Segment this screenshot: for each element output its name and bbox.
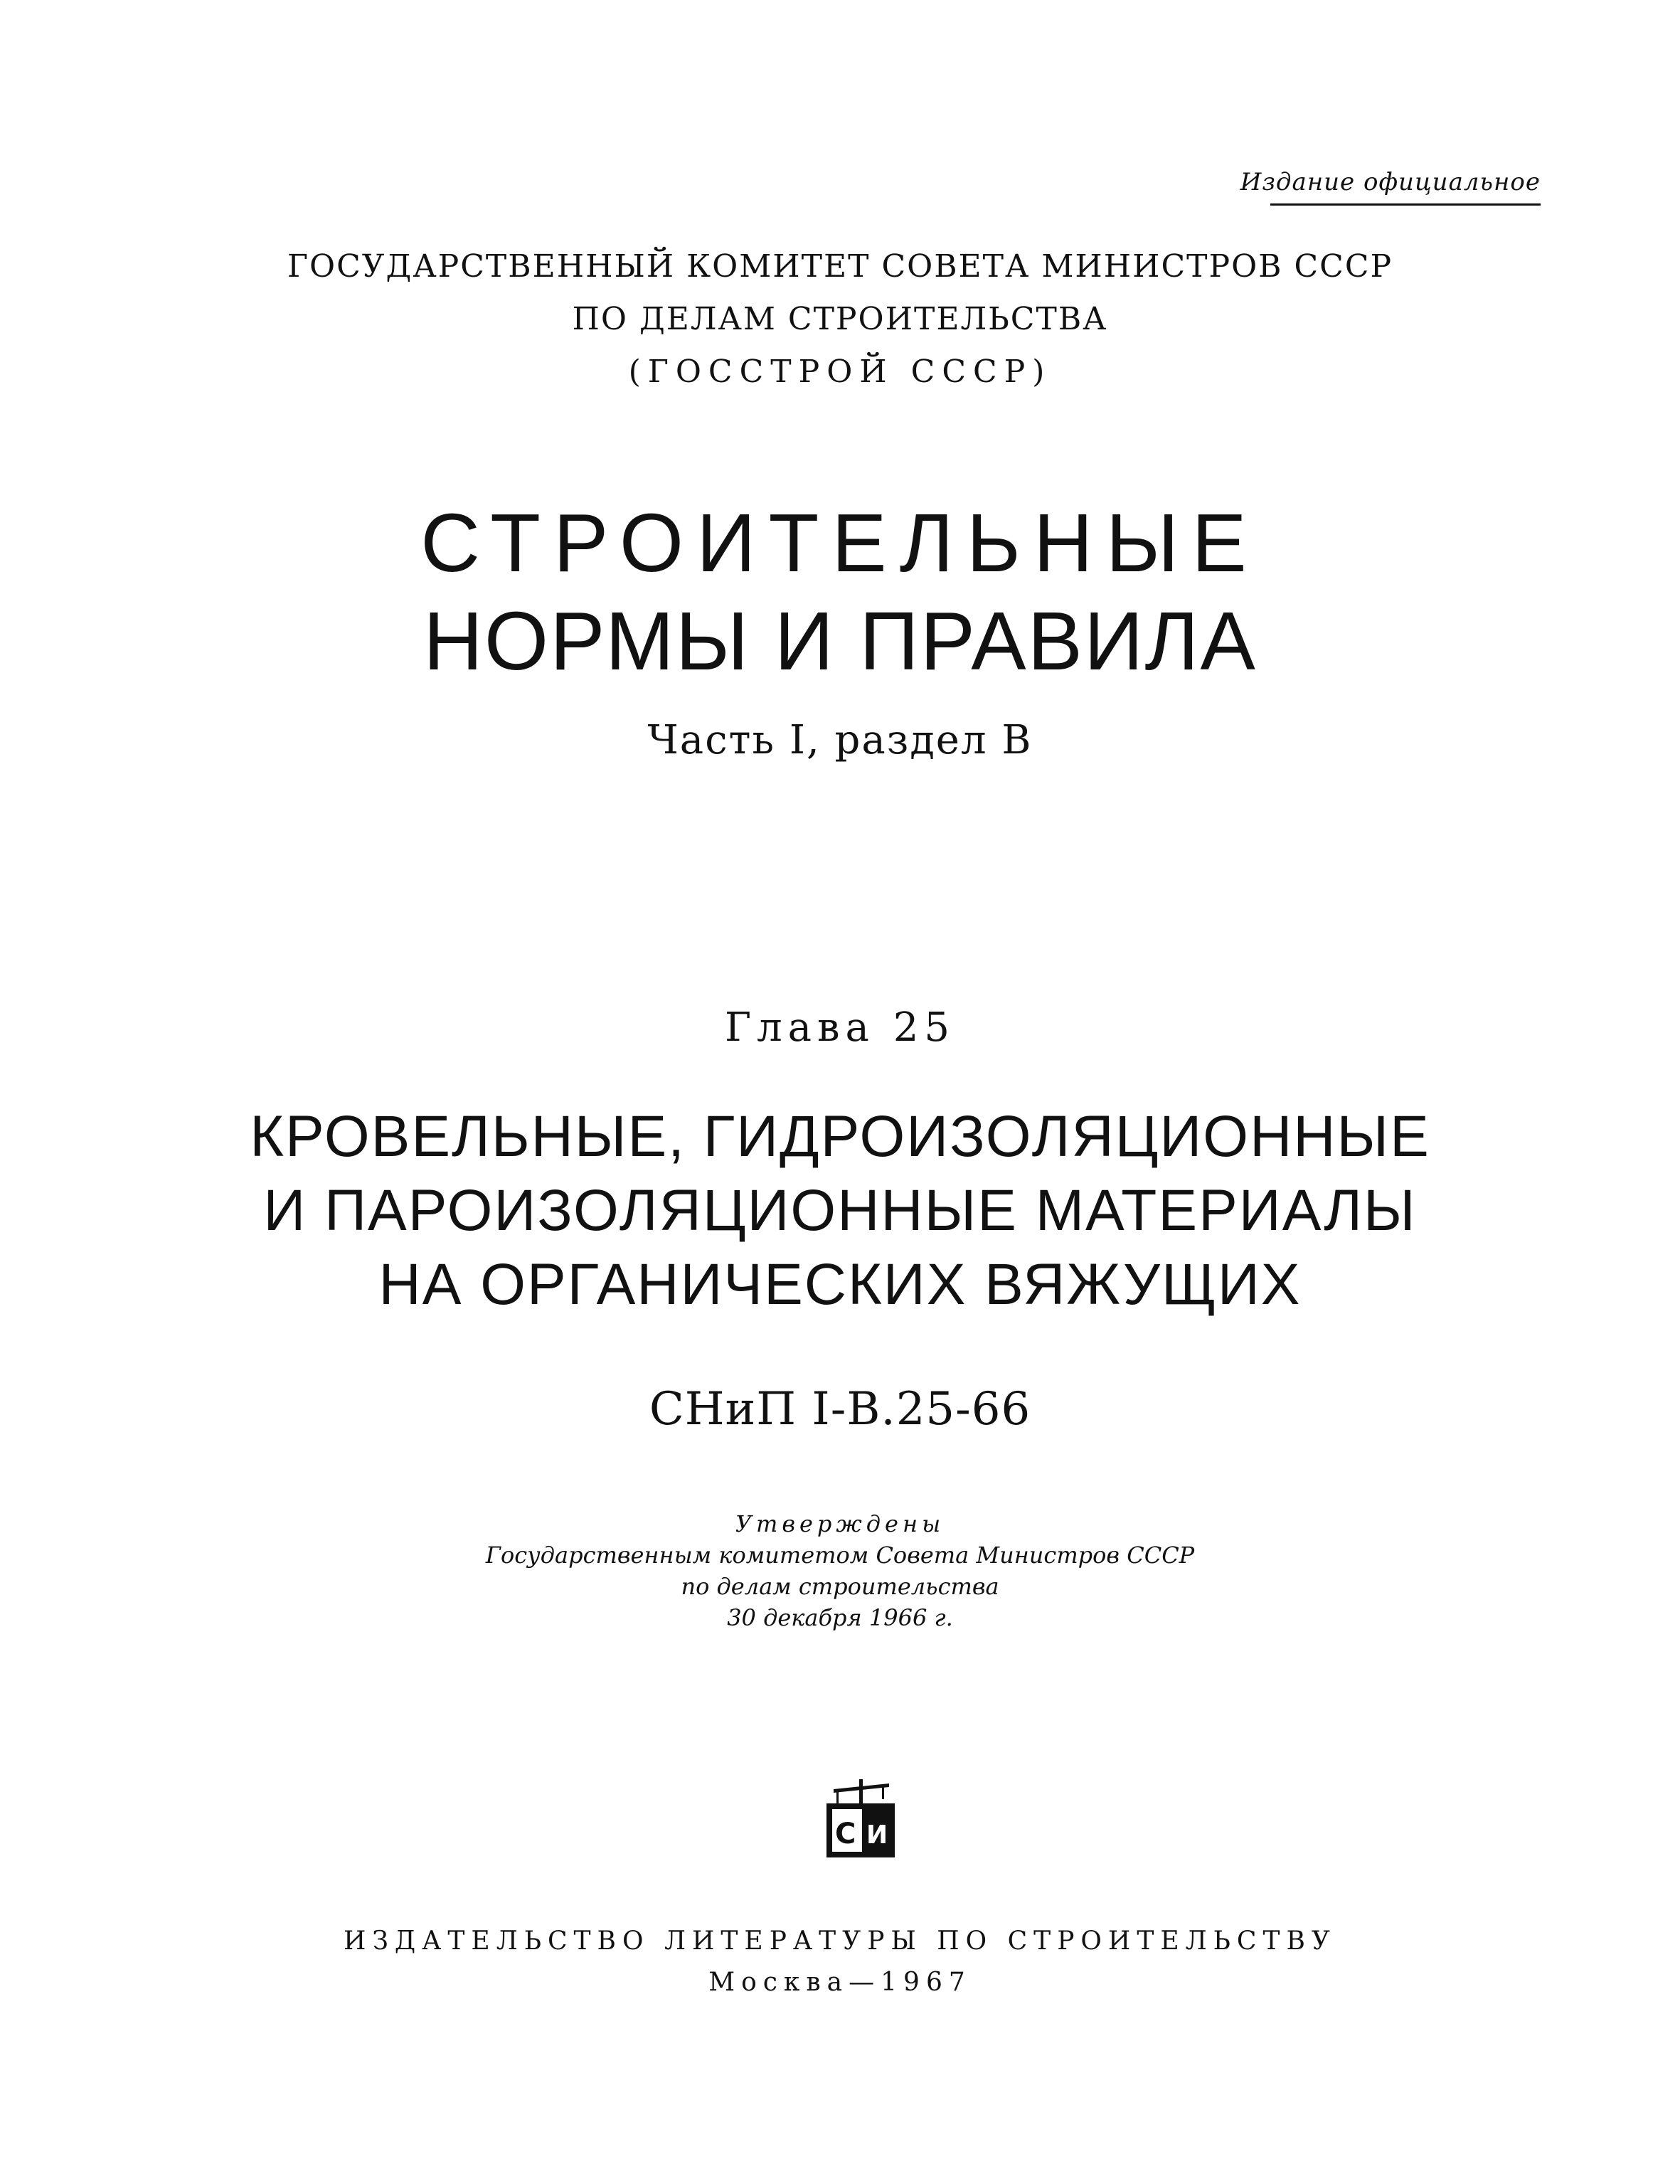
logo-letter-s: С [835, 1818, 856, 1850]
chapter-subject [0, 1100, 1680, 1322]
document-title [0, 494, 1680, 690]
title-line-1: СТРОИТЕЛЬНЫЕ [420, 497, 1260, 589]
agency-line-2: ПО ДЕЛАМ СТРОИТЕЛЬСТВА [572, 301, 1108, 337]
part-section: Часть I, раздел В [647, 717, 1033, 763]
subject-line-1: КРОВЕЛЬНЫЕ, ГИДРОИЗОЛЯЦИОННЫЕ [250, 1104, 1430, 1169]
title-line-2: НОРМЫ И ПРАВИЛА [423, 595, 1257, 687]
agency-header [0, 240, 1680, 398]
approval-line-1: Государственным комитетом Совета Министров СССР [485, 1542, 1195, 1569]
standard-code: СНиП I-В.25-66 [649, 1383, 1031, 1436]
approval-line-2: по делам строительства [681, 1573, 999, 1600]
agency-line-1: ГОСУДАРСТВЕННЫЙ КОМИТЕТ СОВЕТА МИНИСТРОВ СССР [287, 248, 1393, 285]
chapter-label: Глава 25 [724, 1004, 955, 1051]
publisher-place-year: Москва—1967 [708, 1968, 972, 1997]
edition-underline [1270, 203, 1541, 206]
approval-date: 30 декабря 1966 г. [727, 1604, 953, 1631]
logo-letter-i: И [866, 1820, 888, 1850]
publisher-logo-icon [818, 1775, 903, 1860]
subject-line-3: НА ОРГАНИЧЕСКИХ ВЯЖУЩИХ [378, 1252, 1302, 1317]
subject-line-2: И ПАРОИЗОЛЯЦИОННЫЕ МАТЕРИАЛЫ [263, 1178, 1417, 1243]
approval-heading: Утверждены [735, 1510, 945, 1537]
publisher-block [0, 1921, 1680, 2003]
publisher-name: ИЗДАТЕЛЬСТВО ЛИТЕРАТУРЫ ПО СТРОИТЕЛЬСТВУ [344, 1926, 1336, 1956]
agency-abbreviation: (ГОССТРОЙ СССР) [628, 354, 1052, 390]
approval-note [0, 1508, 1680, 1633]
edition-note: Издание официальное [1240, 168, 1541, 196]
